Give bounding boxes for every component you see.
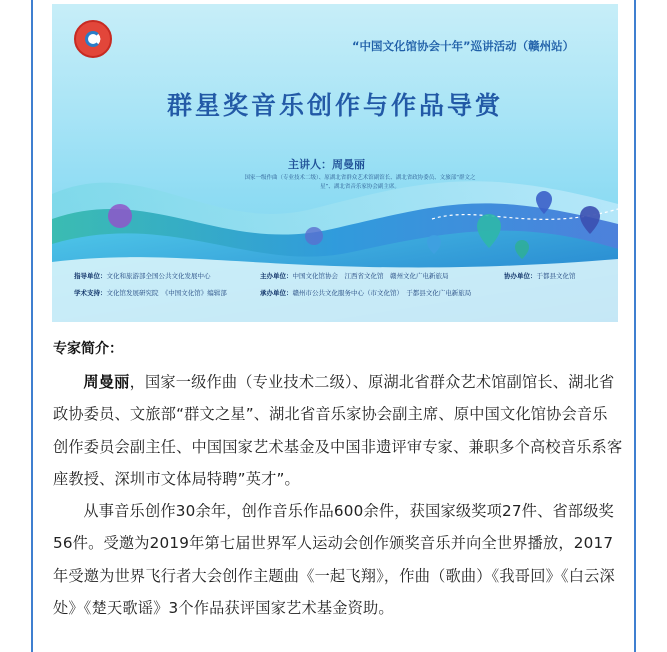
bio-paragraph-2: 从事音乐创作30余年，创作音乐作品600余件，获国家级奖项27件、省部级奖56件。受邀为2019年第七届世界军人运动会创作颁奖音乐并向全世界播放，2017年受邀为世界飞行者大会创作主题曲《一起飞翔》，作曲（歌曲）《我哥回》《白云深处》《楚天歌谣》3个作品获评国家艺术基金资助。 — [53, 502, 615, 617]
organizer-unit: 承办单位：赣州市公共文化服务中心（市文化馆） 于都县文化广电新旅局 — [260, 289, 472, 297]
co-unit: 协办单位：于都县文化馆 — [504, 272, 576, 280]
event-title: 群星奖音乐创作与作品导赏 — [166, 91, 503, 120]
event-banner — [52, 4, 618, 322]
presenter-name: 主讲人：周曼丽 — [288, 158, 365, 171]
presenter-bio: 国家一级作曲（专业技术二级）、原湖北省群众艺术馆副馆长、湖北省政协委员、文旅部“群文之星”、湖北省音乐家协会副主席。 — [244, 175, 476, 190]
event-subtitle: “中国文化馆协会十年”巡讲活动（赣州站） — [352, 39, 575, 53]
expert-name: 周曼丽 — [83, 373, 130, 391]
section-heading: 专家简介： — [53, 341, 123, 357]
academic-support: 学术支持：文化馆发展研究院 《中国文化馆》编辑部 — [74, 289, 227, 297]
credits-block — [52, 267, 618, 322]
association-logo — [74, 20, 112, 58]
bio-paragraph-1: 周曼丽，国家一级作曲（专业技术二级）、原湖北省群众艺术馆副馆长、湖北省政协委员、文旅部“群文之星”、湖北省音乐家协会副主席、原中国文化馆协会音乐创作委员会副主任、中国国家艺术基金及中国非遗评审专家、兼职多个高校音乐系客座教授、深圳市文体局特聘”英才”。 — [53, 373, 623, 488]
guide-unit: 指导单位：文化和旅游部全国公共文化发展中心 — [74, 272, 211, 280]
host-unit: 主办单位：中国文化馆协会 江西省文化馆 赣州文化广电新旅局 — [260, 272, 449, 280]
